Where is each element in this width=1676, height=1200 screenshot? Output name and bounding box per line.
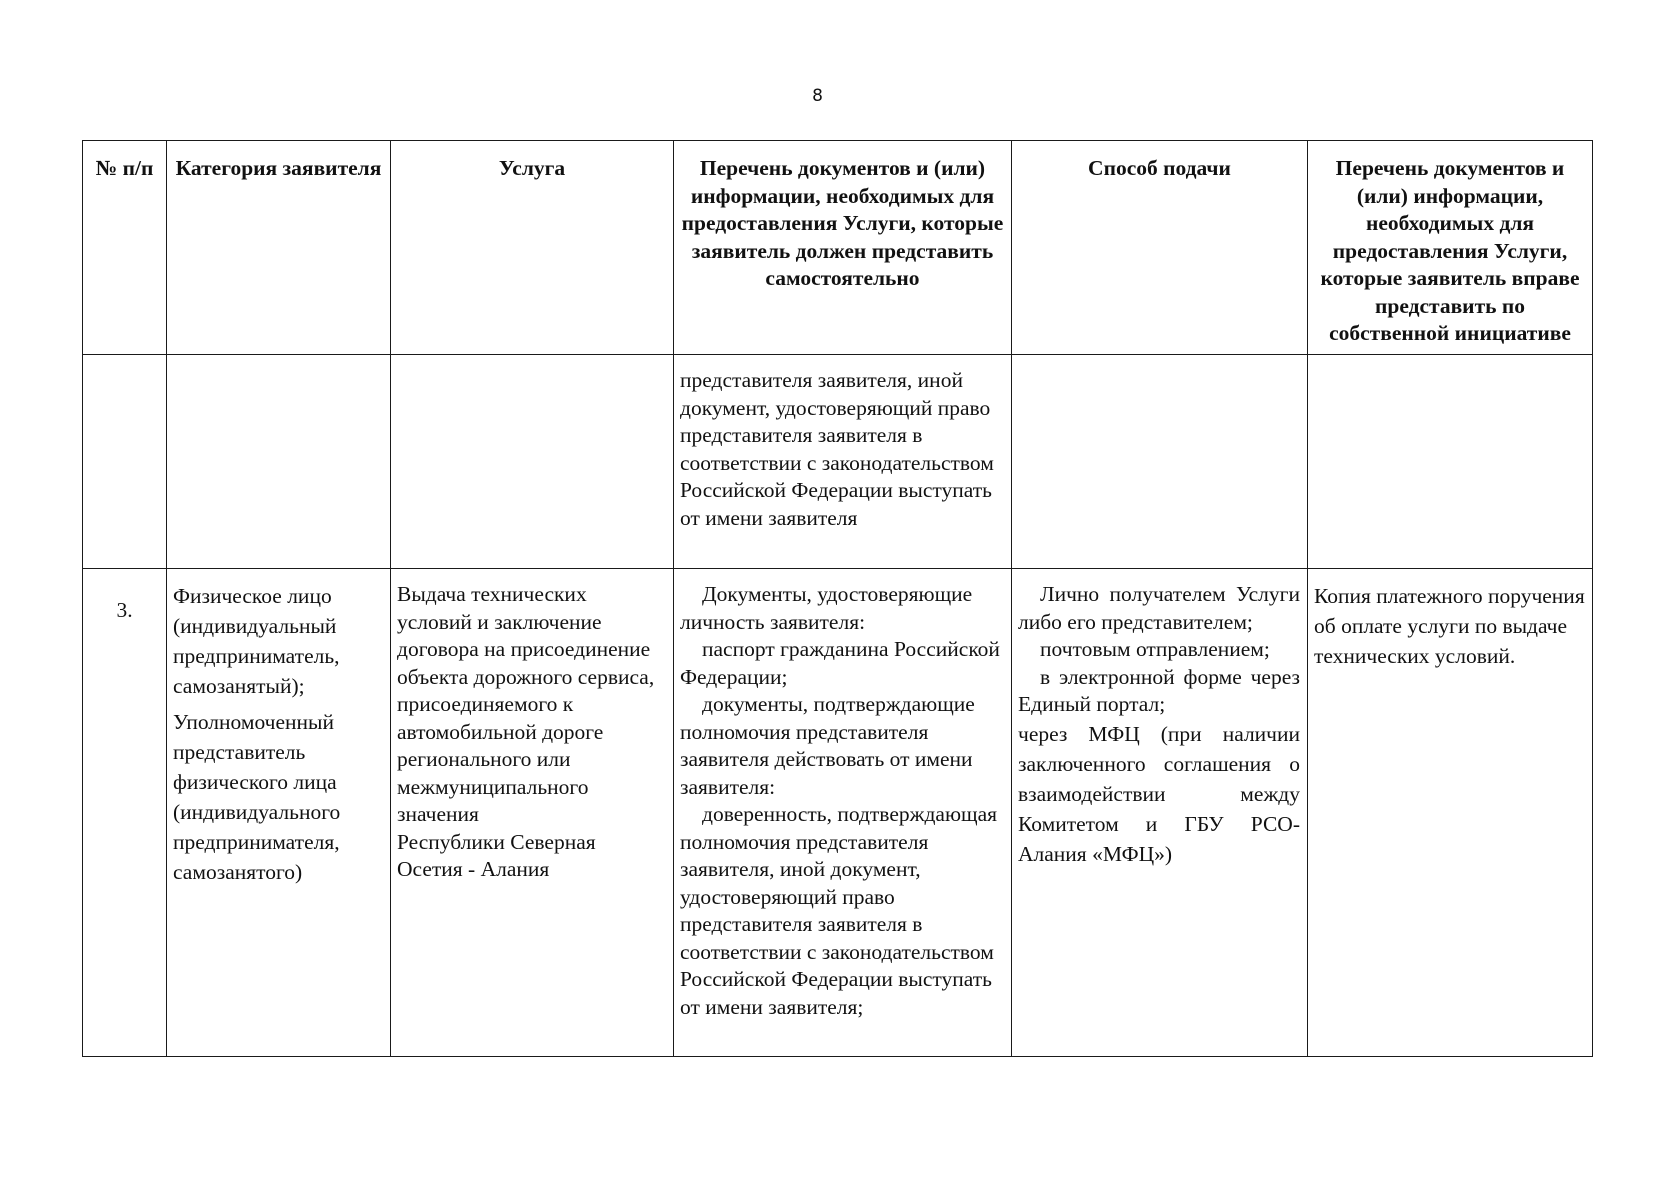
cell-row-number [83,569,167,1057]
cell-service [391,569,674,1057]
table-row [83,355,1593,569]
method-line-1: Лично получателем Услуги либо его представителем; [1018,582,1300,634]
cell-empty [1308,355,1593,569]
row-number: 3. [116,598,133,622]
category-text-2: Уполномоченный представитель физического лица (индивидуального предпринимателя, самозанятого) [173,710,341,884]
method-line-2: почтовым отправлением; [1040,637,1270,661]
header-category: Категория заявителя [167,141,391,355]
service-region: Республики Северная Осетия - Алания [397,829,596,881]
table-row [83,569,1593,1057]
header-docs-self: Перечень документов и (или) информации, необходимых для предоставления Услуги, которые заявитель должен представить самостоятельно [674,141,1012,355]
cell-method [1012,569,1308,1057]
docs-line-1: Документы, удостоверяющие личность заявителя: [680,582,973,634]
header-num: № п/п [83,141,167,355]
cell-empty [83,355,167,569]
table-header-row [83,141,1593,355]
service-text: Выдача технических условий и заключение договора на присоединение объекта дорожного сервиса, присоединяемого к автомобильной дороге регионального или межмуниципального значения [397,582,655,826]
header-method: Способ подачи [1012,141,1308,355]
services-table [82,140,1593,1057]
method-line-4: через МФЦ (при наличии заключенного соглашения о взаимодействии между Комитетом и ГБУ РСО-Алания «МФЦ») [1018,721,1300,866]
cell-docs-initiative [1308,569,1593,1057]
docs-line-4: доверенность, подтверждающая полномочия представителя заявителя, иной документ, удостоверяющий право представителя заявителя в соответствии с законодательством Российской Федерации выступать от имени заявителя; [680,802,998,1019]
initiative-text: Копия платежного поручения об оплате услуги по выдаче технических условий. [1314,584,1585,668]
docs-line-2: паспорт гражданина Российской Федерации; [680,637,1000,689]
docs-line-3: документы, подтверждающие полномочия представителя заявителя действовать от имени заявителя: [680,692,975,799]
cell-empty [167,355,391,569]
header-docs-initiative: Перечень документов и (или) информации, необходимых для предоставления Услуги, которые заявитель вправе представить по собственной инициативе [1308,141,1593,355]
cell-empty [391,355,674,569]
docs-continuation-text: представителя заявителя, иной документ, удостоверяющий право представителя заявителя в соответствии с законодательством Российской Федерации выступать от имени заявителя [680,368,994,530]
cell-docs-self [674,569,1012,1057]
cell-empty [1012,355,1308,569]
method-line-3: в электронной форме через Единый портал; [1018,664,1300,716]
cell-category [167,569,391,1057]
category-text-1: Физическое лицо (индивидуальный предприниматель, самозанятый); [173,584,340,698]
header-service: Услуга [391,141,674,355]
cell-docs-self-continuation [674,355,1012,569]
page-number: 8 [812,86,823,106]
